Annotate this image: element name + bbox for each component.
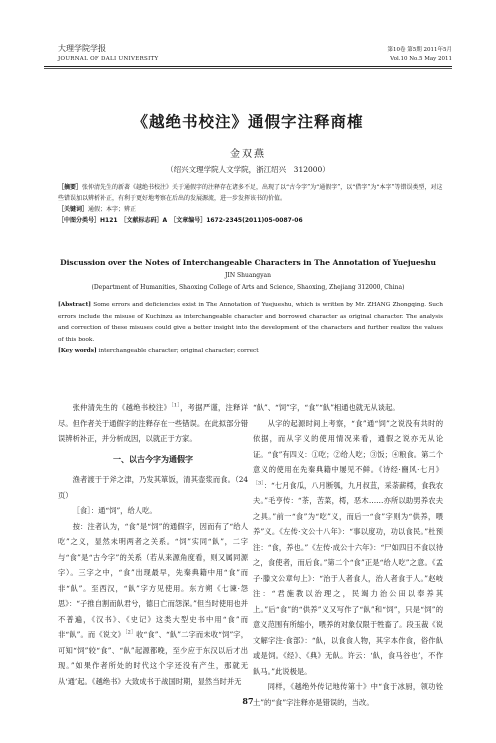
body-column-left [58,400,248,689]
body-text: 收“食”、“飤”二字而未收“饲”字，可知“饲”较“食”、“飤”起源都晚，至少应于东汉以后才出现。”如果作者所处的时代这个字还没有产生，那就无从‘通’起。《越绝书》大致成书于战国时期，显然当时并无 [58,630,248,686]
issue-info-cn: 第10卷 第5期 2011年5月 [387,47,452,53]
article-author: 金双燕 [230,149,266,160]
body-paragraph [253,416,443,680]
english-title: Discussion over the Notes of Interchangeable Characters in The Annotation of Yuejueshu [60,258,436,267]
body-text: 张仲清先生的《越绝书校注》 [72,403,172,412]
body-text: ：“七月食瓜，八月断瓠，九月叔苴，采荼薪樗，食我农夫。”毛亨传：“茶，苦菜，樗，恶木……亦所以助男养农夫之具。”前一“食”为“吃”义，而后一“食”字则为“供养，喂养”义。《左传·文公十八年》：“事以度功，功以食民。”杜预注：“食，养也。”《左传·成公十六年》：“尸如四日不食以待之，食使者，而后食。”第二个“食”正是“给人吃”之意。《孟子·滕文公章句上》：“治于人者食人，治人者食于人。”赵岐注：“君施教以治理之，民竭力治公田以奉养其上。”后“食”的“供养”义又写作了“飤”和“饲”，只是“饲”的意义范围有所缩小，喂养的对象仅限于牲畜了。段玉裁《说文解字注·食部》：“飤，以食食人物，其字本作食，俗作飤或是饲。《经》、《典》无飤。许云：‘飤，食马谷也’，不作飤马。”此说极是。 [253,480,443,676]
annotation: ［食］：通“饲”，给人吃。 [72,506,157,515]
citation-ref: ［1］ [171,402,181,409]
keywords-en-text: interchangeable character; original character; correct [98,348,259,354]
chinese-abstract-block [58,182,443,226]
abstract-zh [58,182,443,204]
journal-header-left [58,44,159,64]
header-rule [44,66,452,67]
keywords-zh-label: ［关键词］ [58,206,89,213]
article-title: 《越绝书校注》通假字注释商榷 [132,113,364,131]
citation-ref: ［2］ [125,629,137,636]
journal-name-en: JOURNAL OF DALI UNIVERSITY [58,56,159,62]
header-rule-thin [44,68,452,69]
keywords-en [58,346,443,358]
abstract-zh-text: 张仲清先生的新著《越绝书校注》关于通假字的注释存在诸多不足，出现了以“古今字”为“通假字”，以“借字”为“本字”等错误类型，对这些错误加以辨析补正，有利于更好地考察在后出的发展源流，进一步发挥该书的价值。 [58,184,443,202]
body-text: 按：注者认为，“食”是“饲”的通假字，因而有了“给人吃”之义，显然未明两者之关系。“饲”实同“飤”，二字与“食”是“古今字”的关系（若从来源角度看，则又属同源字）。三字之中，“食”出现最早，先秦典籍中用“食”而非“飤”。至西汉，“飤”字方见使用。东方朔《七谏·怨思》：“子推自割而飤君兮，德日亡而怨深。”但当时使用也并不普遍，《汉书》、《史记》这类大型史书中用“食”而非“飤”。而《说文》 [58,521,248,639]
abstract-en-label: [Abstract] [58,302,91,308]
body-column-right [253,400,443,710]
english-author: JIN Shuangyan [225,272,271,279]
keywords-zh-text: 通假；本字；辨正 [88,206,137,213]
keywords-en-label: [Key words] [58,348,97,354]
issue-info-en: Vol.10 No.5 May 2011 [390,56,452,62]
english-affiliation: (Department of Humanities, Shaoxing College of Arts and Science, Shaoxing, Zhejiang 312000, China) [91,284,405,291]
page-number: 87 [242,696,254,706]
citation-ref: ［3］ [253,480,264,487]
body-paragraph [58,400,248,447]
english-abstract-block [58,300,443,358]
abstract-en [58,300,443,346]
body-paragraph: “飤”、“饲”字，“食”“飤”相通也就无从谈起。 [253,403,400,412]
keywords-zh [58,204,443,215]
body-paragraph: 同样，《越绝外传记地传第十》中“食于冰厨，领功铨土”的“食”字注释亦是错误的，当改。 [253,682,443,707]
abstract-zh-label: ［摘要］ [58,184,83,191]
quotation: 渔者渡于于斧之津，乃发其箪饭，清其壶浆而食。（24页） [58,475,248,500]
body-text: ，考据严谨，注释详尽。但作者关于通假字的注释存在一些错误。在此拟部分错误辨析补正，并分析成因，以就正于方家。 [58,403,249,443]
journal-header-right [388,46,453,64]
abstract-en-text: Some errors and deficiencies exist in The Annotation of Yuejueshu, which is written by Mr. ZHANG Zhongqing. Such errors include the misuse of Kuchinzu as interchangeable character and borrowed character as original character. The analysis and correction of these misuses could give a better insight into the development of the characters and further realize the values of this book. [58,302,444,343]
classification-line: ［中图分类号］H121 ［文献标志码］A ［文章编号］1672-2345(2011)05-0087-06 [58,217,303,224]
article-affiliation: （绍兴文理学院人文学院，浙江绍兴 312000） [166,165,330,174]
body-paragraph [58,519,248,690]
section-heading: 一、以古今字为通假字 [113,454,193,464]
journal-name-cn: 大理学院学报 [58,44,106,53]
body-text: 从字的起源时间上考察，“食”通“饲”之说没有共时的依据，而从字义的使用情况来看，通假之说亦无从论证。“食”有四义：①吃；②给人吃；③饭；④粮食。第二个意义的使用在先秦典籍中屡见不鲜。《诗经·豳风·七月》 [253,418,443,474]
